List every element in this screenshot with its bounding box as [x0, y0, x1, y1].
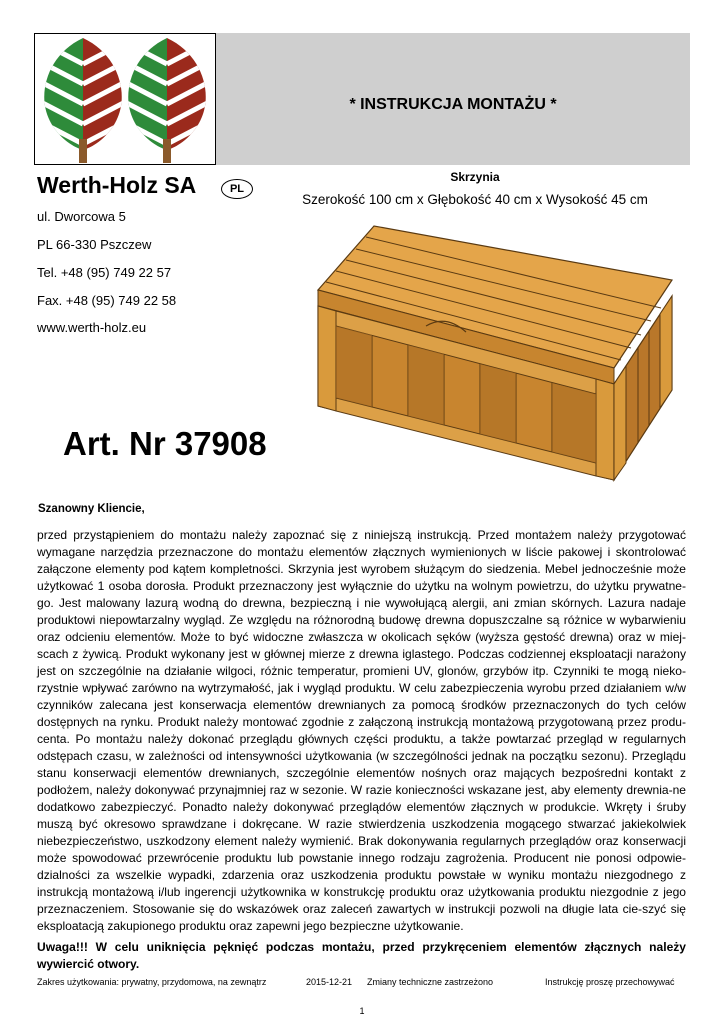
warning-note: Uwaga!!! W celu uniknięcia pęknięć podczas montażu, przed przykręceniem elementów złącznych należy wywiercić otwory. [37, 940, 686, 971]
address-website: www.werth-holz.eu [37, 320, 147, 335]
page-number: 1 [359, 1006, 365, 1016]
address-city: PL 66-330 Pszczew [37, 237, 152, 252]
instructions-body: przed przystąpieniem do montażu należy zapoznać się z niniejszą instrukcją. Przed montażem należy przygotować wymagane narzędzia przeznaczone do montażu elementów złącznych wymienionych w liście pakowej i skontrolować załączone elementy pod kątem kompletności. Skrzynia jest wyrobem służącym do siedzenia. Mebel jednocześnie może użytkować 1 osoba dorosła. Produkt przeznaczony jest wyłącznie do użytku na wolnym powietrzu, do użytku prywatne-go. Jest malowany lazurą wodną do drewna, bezpieczną i nie wywołującą alergii, ani zmian skórnych. Lazura nadaje produktowi niepowtarzalny wygląd. Ze względu na różnorodną budowę drewna dopuszczalne są różnice w wybarwieniu oraz odcieniu elementów. Może to być widoczne zwłaszcza w okolicach sęków (wyższa gęstość drewna) oraz w miej-scach z żywicą. Produkt wykonany jest w głównej mierze z drewna iglastego. Podczas codziennej eksploatacji narażony jest on szczególnie na działanie wilgoci, różnic temperatur, promieni UV, glonów, grzybów itp. Czynniki te mogą nieko-rzystnie wpływać zarówno na wytrzymałość, jak i wygląd produktu. W celu zabezpieczenia wyrobu przed działaniem w/w czynników zalecana jest konserwacja elementów drewnianych za pomocą środków przeznaczonych do tych celów dostępnych na rynku. Produkt należy montować zgodnie z załączoną instrukcją montażową przygotowaną przez produ-centa. Po montażu należy dokonać przeglądu głównych części produktu, a także powtarzać przegląd w regularnych odstępach czasu, w zależności od intensywności użytkowania (w szczególności jednak na początku sezonu). Przeglądu stanu konserwacji elementów drewnianych, szczególnie elementów nośnych oraz mających bezpośredni kontakt z podłożem, należy dokonywać przynajmniej raz w sezonie. W razie konieczności wskazane jest, aby elementy drewnia-ne dodatkowo zabezpieczyć. Ponadto należy dokonywać przeglądów elementów złącznych w produkcie. Wkręty i śruby muszą być okresowo sprawdzane i dokręcane. W razie stwierdzenia uszkodzenia mogącego stwarzać jakiekolwiek niebezpieczeństwo, uszkodzony element należy wymienić. Brak dokonywania regularnych przeglądów oraz konserwacji może spowodować przewrócenie produktu lub powstanie innego rodzaju zagrożenia. Producent nie ponosi odpowie-dzialności za wszelkie wypadki, zdarzenia oraz uszkodzenia produktu powstałe w wyniku montażu niezgodnego z instrukcją montażową i/lub ingerencji użytkownika w konstrukcję produktu oraz użytkowania produktu niezgodnie z jego przeznaczeniem. Stosowanie się do wskazówek oraz zaleceń zawartych w instrukcji pozwoli na długie lata cie-szyć się eksploatacją zakupionego produktu oraz zapewni jego bezpieczne użytkowanie. [37, 528, 686, 933]
document-title: * INSTRUKCJA MONTAŻU * [349, 96, 557, 113]
company-logo [34, 33, 216, 165]
address-street: ul. Dworcowa 5 [37, 209, 126, 224]
product-dimensions: Szerokość 100 cm x Głębokość 40 cm x Wysokość 45 cm [302, 192, 648, 207]
address-phone: Tel. +48 (95) 749 22 57 [37, 265, 172, 280]
address-fax: Fax. +48 (95) 749 22 58 [37, 293, 177, 308]
country-badge: PL [221, 179, 253, 199]
product-name: Skrzynia [450, 170, 500, 184]
footer-date: 2015-12-21 [306, 977, 353, 987]
article-number: Art. Nr 37908 [63, 425, 267, 462]
company-name: Werth-Holz SA [37, 172, 197, 198]
footer-usage: Zakres użytkowania: prywatny, przydomowa, na zewnątrz [37, 977, 267, 987]
tree-logo-icon [35, 34, 215, 164]
footer-changes: Zmiany techniczne zastrzeżono [367, 977, 494, 987]
footer-keep: Instrukcję proszę przechowywać [545, 977, 675, 987]
storage-box-illustration [296, 218, 680, 500]
greeting: Szanowny Kliencie, [38, 503, 145, 515]
